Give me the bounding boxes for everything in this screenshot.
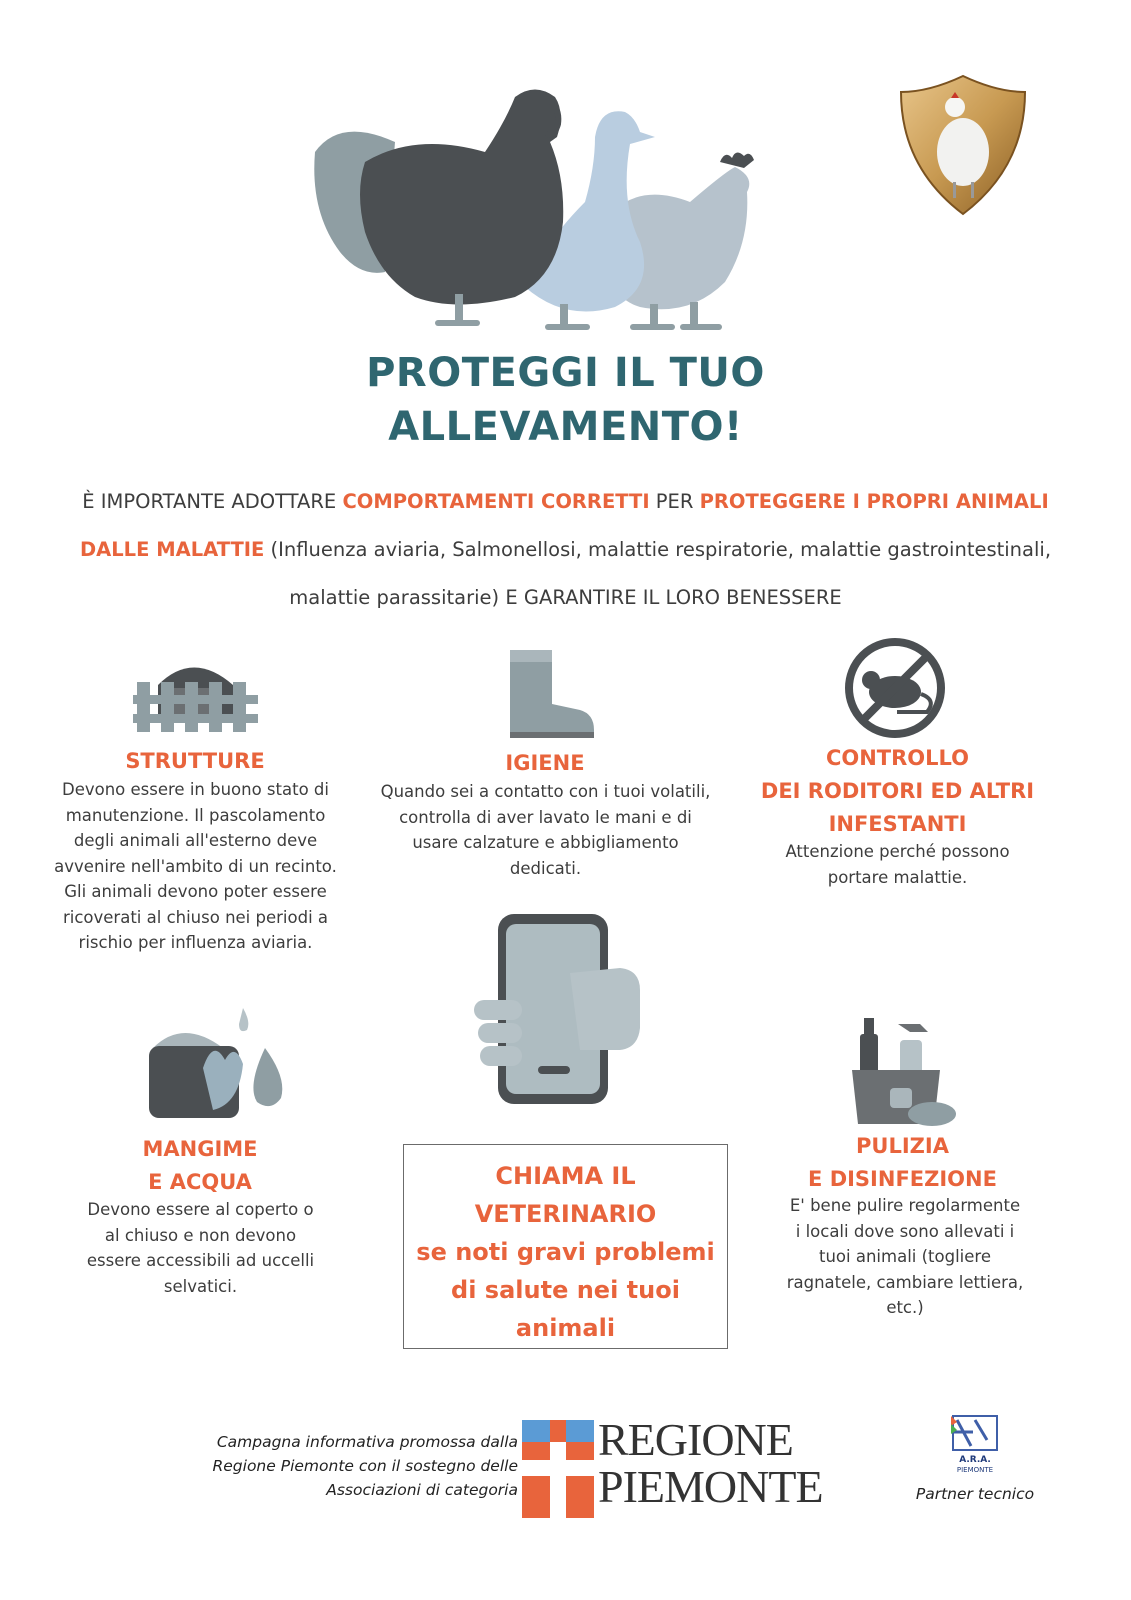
pulizia-title-line-1: PULIZIA: [856, 1134, 949, 1158]
controllo-title-line-2: DEI RODITORI ED ALTRI: [760, 779, 1035, 803]
vet-line-4: di salute nei tuoi: [451, 1276, 680, 1304]
no-rodents-icon: [843, 636, 947, 740]
regione-piemonte-logo: [522, 1420, 594, 1518]
intro-paragraph: [60, 478, 1071, 622]
phone-hand-icon: [470, 908, 670, 1108]
regione-piemonte-wordmark: [598, 1416, 823, 1510]
page-title: [200, 346, 931, 454]
intro-text-2: PER: [649, 490, 700, 513]
vet-line-1: CHIAMA IL: [495, 1162, 636, 1190]
campaign-line-2: Regione Piemonte con il sostegno delle: [212, 1457, 518, 1475]
strutture-text: Devono essere in buono stato di manutenzione. Il pascolamento degli animali all'esterno deve avvenire nell'ambito di un recinto. Gli animali devono poter essere ricoverati al chiuso nei periodi a rischio per influenza aviaria.: [54, 780, 337, 952]
regione-line-2: PIEMONTE: [598, 1461, 823, 1512]
controllo-title: [755, 742, 1040, 841]
strutture-title: STRUTTURE: [125, 749, 265, 773]
intro-text-1: È IMPORTANTE ADOTTARE: [82, 490, 343, 513]
title-line-2: ALLEVAMENTO!: [388, 404, 743, 450]
intro-highlight-2: PROTEGGERE I PROPRI ANIMALI DALLE MALATTIE: [79, 490, 1049, 561]
campaign-credit: [160, 1430, 518, 1502]
intro-text-3: (Influenza aviaria, Salmonellosi, malattie respiratorie, malattie gastrointestinali, malattie parassitarie) E GARANTIRE IL LORO BENESSERE: [264, 538, 1052, 609]
title-line-1: PROTEGGI IL TUO: [366, 350, 765, 396]
partner-label: Partner tecnico: [915, 1485, 1035, 1503]
boot-icon: [502, 646, 602, 741]
igiene-text: Quando sei a contatto con i tuoi volatili, controlla di aver lavato le mani e di usare calzature e abbigliamento dedicati.: [380, 782, 711, 878]
mangime-title: [90, 1133, 310, 1199]
mangime-title-line-2: E ACQUA: [148, 1170, 252, 1194]
igiene-title: IGIENE: [505, 751, 585, 775]
pulizia-text: E' bene pulire regolarmente i locali dove sono allevati i tuoi animali (togliere ragnatele, cambiare lettiera, etc.): [786, 1196, 1024, 1317]
feed-water-icon: [143, 1008, 293, 1123]
vet-line-5: animali: [515, 1314, 616, 1342]
campaign-line-3: Associazioni di categoria: [326, 1481, 518, 1499]
mangime-title-line-1: MANGIME: [142, 1137, 258, 1161]
svg-text:A.R.A.: A.R.A.: [959, 1455, 991, 1465]
call-vet-box: [403, 1144, 728, 1349]
cleaning-supplies-icon: [850, 1018, 960, 1128]
pulizia-title: [780, 1130, 1025, 1196]
barn-fence-icon: [133, 650, 258, 735]
campaign-line-1: Campagna informativa promossa dalla: [216, 1433, 518, 1451]
vet-line-3: se noti gravi problemi: [416, 1238, 715, 1266]
turkey-icon: [314, 90, 563, 327]
svg-text:PIEMONTE: PIEMONTE: [956, 1466, 994, 1474]
ara-piemonte-logo: [945, 1412, 1005, 1478]
controllo-title-line-1: CONTROLLO: [825, 746, 970, 770]
shield-logo: [897, 72, 1029, 217]
vet-line-2: VETERINARIO: [474, 1200, 657, 1228]
regione-line-1: REGIONE: [598, 1414, 793, 1465]
mangime-text: Devono essere al coperto o al chiuso e non devono essere accessibili ad uccelli selvatici.: [86, 1200, 315, 1296]
poultry-illustration: [295, 82, 775, 337]
controllo-text: Attenzione perché possono portare malattie.: [785, 842, 1010, 887]
controllo-title-line-3: INFESTANTI: [828, 812, 967, 836]
intro-highlight-1: COMPORTAMENTI CORRETTI: [342, 490, 650, 513]
pulizia-title-line-2: E DISINFEZIONE: [808, 1167, 997, 1191]
